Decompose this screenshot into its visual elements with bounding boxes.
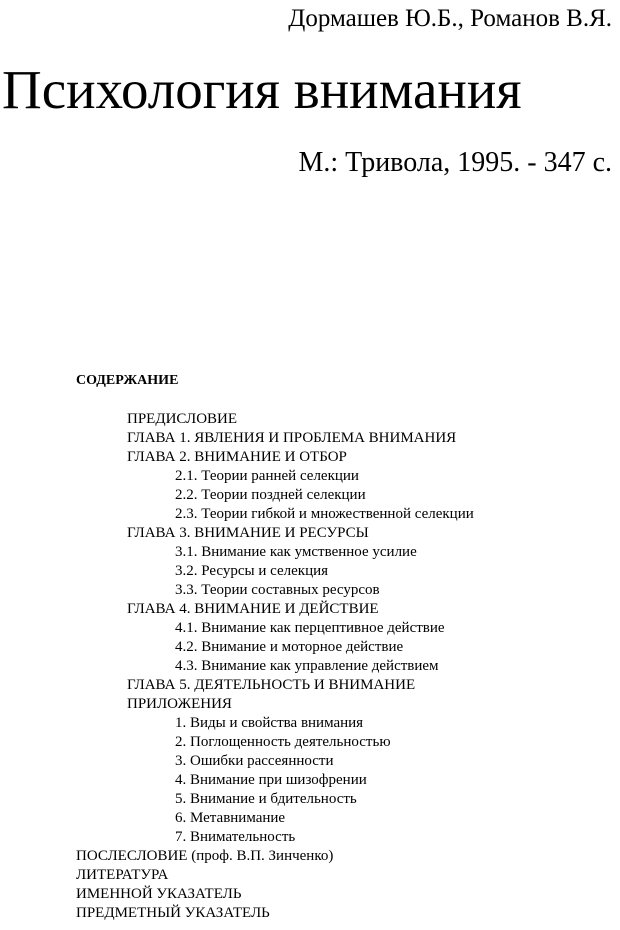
- toc-item: 2.1. Теории ранней селекции: [175, 468, 359, 484]
- toc-item: ИМЕННОЙ УКАЗАТЕЛЬ: [76, 886, 242, 902]
- toc-item: ГЛАВА 4. ВНИМАНИЕ И ДЕЙСТВИЕ: [127, 601, 379, 617]
- toc-item: 1. Виды и свойства внимания: [175, 715, 364, 731]
- toc-item: 6. Метавнимание: [175, 810, 286, 826]
- toc-item: 3.2. Ресурсы и селекция: [175, 563, 329, 579]
- toc-item: 3.1. Внимание как умственное усилие: [175, 544, 417, 560]
- toc-item: 3. Ошибки рассеянности: [175, 753, 334, 769]
- toc-item: ГЛАВА 1. ЯВЛЕНИЯ И ПРОБЛЕМА ВНИМАНИЯ: [127, 430, 457, 446]
- toc-item: 2. Поглощенность деятельностью: [175, 734, 391, 750]
- book-title: Психология внимания: [2, 59, 522, 120]
- table-of-contents: [0, 410, 620, 923]
- toc-item: 2.2. Теории поздней селекции: [175, 487, 366, 503]
- toc-item: ГЛАВА 5. ДЕЯТЕЛЬНОСТЬ И ВНИМАНИЕ: [127, 677, 416, 693]
- toc-item: 4. Внимание при шизофрении: [175, 772, 367, 788]
- toc-item: ПРИЛОЖЕНИЯ: [127, 696, 232, 712]
- toc-item: ГЛАВА 3. ВНИМАНИЕ И РЕСУРСЫ: [127, 525, 369, 541]
- toc-item: ЛИТЕРАТУРА: [76, 867, 169, 883]
- publication-info: М.: Тривола, 1995. - 347 с.: [298, 147, 612, 178]
- toc-item: 4.2. Внимание и моторное действие: [175, 639, 404, 655]
- toc-item: 4.3. Внимание как управление действием: [175, 658, 439, 674]
- toc-item: 3.3. Теории составных ресурсов: [175, 582, 380, 598]
- toc-item: ГЛАВА 2. ВНИМАНИЕ И ОТБОР: [127, 449, 347, 465]
- toc-heading: СОДЕРЖАНИЕ: [76, 373, 179, 388]
- toc-item: 7. Внимательность: [175, 829, 296, 845]
- toc-item: ПРЕДИСЛОВИЕ: [127, 411, 238, 427]
- toc-item: 5. Внимание и бдительность: [175, 791, 357, 807]
- toc-item: 2.3. Теории гибкой и множественной селекции: [175, 506, 474, 522]
- toc-item: ПОСЛЕСЛОВИЕ (проф. В.П. Зинченко): [76, 848, 334, 864]
- toc-item: ПРЕДМЕТНЫЙ УКАЗАТЕЛЬ: [76, 905, 270, 921]
- authors: Дормашев Ю.Б., Романов В.Я.: [288, 5, 612, 32]
- toc-item: 4.1. Внимание как перцептивное действие: [175, 620, 445, 636]
